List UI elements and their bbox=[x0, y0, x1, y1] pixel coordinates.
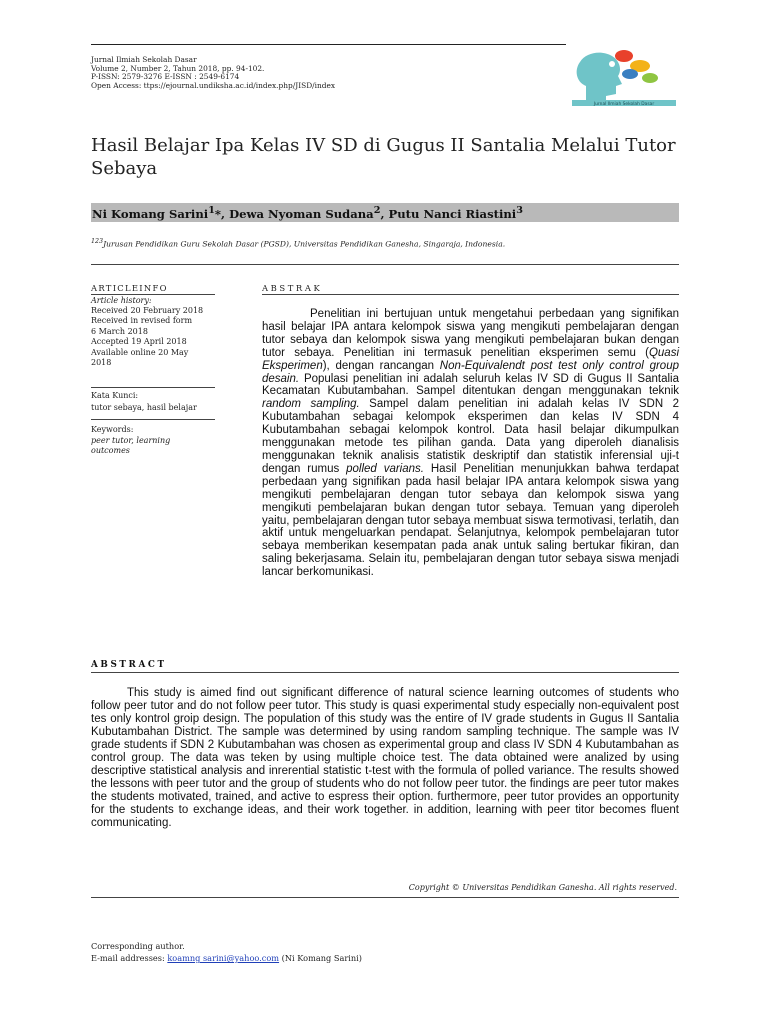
header-rule bbox=[91, 44, 570, 45]
corresponding-author: Corresponding author. bbox=[91, 941, 185, 951]
author-mark: *, bbox=[214, 206, 230, 221]
abstrak-text: Sampel dalam penelitian ini adalah kelas IV SDN 2 Kubutambahan sebagai kelompok eksperimen dan kelas IV SDN 4 Kubutambahan sebagai kelompok kontrol. Data hasil belajar dikumpulkan menggunakan metode tes pilihan ganda. Data yang diperoleh dianalisis menggunakan teknik analisis statistik deskriptif dan statistik inferensial uji-t dengan rumus bbox=[262, 398, 680, 475]
history-item: Available online 20 May bbox=[91, 347, 189, 357]
abstrak-italic: polled varians. bbox=[346, 462, 424, 475]
keywords-value: peer tutor, learning outcomes bbox=[91, 436, 171, 456]
author-name: Ni Komang Sarini bbox=[92, 206, 209, 221]
author-sup: 1 bbox=[208, 205, 215, 216]
keywords-label: Keywords: bbox=[91, 425, 134, 434]
abstrak-body bbox=[262, 308, 679, 579]
article-info-heading: ARTICLEINFO bbox=[91, 283, 168, 293]
authors bbox=[92, 205, 523, 221]
author-name: Putu Nanci Riastini bbox=[388, 206, 517, 221]
email-label: E-mail addresses: bbox=[91, 953, 168, 963]
history-item: 2018 bbox=[91, 358, 112, 368]
abstrak-italic: random sampling. bbox=[262, 398, 360, 411]
kata-kunci-value: tutor sebaya, hasil belajar bbox=[91, 403, 197, 412]
affiliation-sup: 123 bbox=[91, 238, 104, 245]
article-history-list bbox=[91, 306, 221, 368]
journal-volume: Volume 2, Number 2, Tahun 2018, pp. 94-102. bbox=[91, 63, 265, 73]
history-item: Accepted 19 April 2018 bbox=[91, 337, 187, 347]
history-item: Received 20 February 2018 bbox=[91, 306, 204, 315]
email-line bbox=[91, 953, 362, 963]
email-owner: (Ni Komang Sarini) bbox=[279, 953, 362, 963]
abstrak-text: Populasi penelitian ini adalah seluruh kelas IV SD di Gugus II Santalia Kecamatan Kubutambahan. Sampel ditentukan dengan menggunakan teknik bbox=[262, 372, 679, 398]
article-title: Hasil Belajar Ipa Kelas IV SD di Gugus II Santalia Melalui Tutor Sebaya bbox=[91, 135, 676, 179]
author-mark: , bbox=[380, 206, 389, 221]
bottom-rule bbox=[91, 897, 679, 898]
abstrak-rule bbox=[262, 294, 679, 295]
journal-name: Jurnal Ilmiah Sekolah Dasar bbox=[91, 55, 197, 64]
speech-bubble-icon bbox=[642, 73, 658, 83]
speech-bubble-icon bbox=[622, 69, 638, 79]
abstract-body: This study is aimed find out significant difference of natural science learning outcomes of students who follow peer tutor and do not follow peer tutor. This study is quasi experimental study especially non-equivalent post tes only kontrol groip design. The population of this study was the entire of IV grade students in Gugus II Santalia Kubutambahan District. The sample was determined by using random sampling technique. The sample was IV grade students if SDN 2 Kubutambahan was chosen as experimental group and class IV SDN 4 Kubutambahan as control group. The data was teken by using multiple choice test. The data obtained were analized by using descriptive statistical analysis and inrerential statistic t-test with the formula of polled variance. The results showed the lessons with peer tutor and the group of students who do not follow peer tutor. the findings are peer tutor makes the students motivated, trained, and active to espress their option. furthermore, peer tutor provides an opportunity for the students to exchange ideas, and their work together. in addition, learning with peer titor becomes fluent communicating. bbox=[91, 687, 679, 829]
info-rule bbox=[91, 419, 215, 420]
abstrak-text: ), dengan rancangan bbox=[322, 359, 440, 372]
affiliation bbox=[91, 238, 505, 249]
section-rule bbox=[91, 264, 679, 265]
journal-issn: P-ISSN: 2579-3276 E-ISSN : 2549-6174 bbox=[91, 72, 240, 82]
info-rule bbox=[91, 387, 215, 388]
abstrak-text: Penelitian ini bertujuan untuk mengetahui perbedaan yang signifikan hasil belajar IPA antara kelompok siswa yang mengikuti pembelajaran dengan tutor sebaya dan kelompok siswa yang mengikuti pembelajaran bukan dengan tutor sebaya. Penelitian ini termasuk penelitian eksperimen semu ( bbox=[262, 308, 679, 359]
journal-logo bbox=[566, 42, 680, 108]
affiliation-text: Jurusan Pendidikan Guru Sekolah Dasar (PGSD), Universitas Pendidikan Ganesha, Singaraja, Indonesia. bbox=[103, 239, 506, 249]
kata-kunci-label: Kata Kunci: bbox=[91, 391, 139, 400]
author-sup: 2 bbox=[373, 205, 381, 216]
abstrak-italic: Non-Equivalendt post test only control group desain. bbox=[262, 359, 679, 385]
abstrak-heading: ABSTRAK bbox=[262, 283, 323, 293]
history-item: Received in revised form bbox=[91, 316, 193, 326]
abstract-heading: ABSTRACT bbox=[91, 660, 167, 670]
journal-info bbox=[91, 56, 335, 90]
logo-caption: Jurnal Ilmiah Sekolah Dasar bbox=[593, 102, 655, 107]
abstract-rule bbox=[91, 672, 679, 673]
info-rule bbox=[91, 294, 215, 295]
abstrak-text: Hasil Penelitian menunjukkan bahwa terdapat perbedaan yang signifikan pada hasil belajar IPA antara kelompok siswa yang mengikuti pembelajaran dengan tutor sebaya dan kelompok siswa yang mengikuti pembelajaran bukan dengan tutor sebaya. Temuan yang diperoleh yaitu, pembelajaran dengan tutor sebaya membuat siswa termotivasi, terlatih, dan aktif untuk mengeluarkan pendapat. Selanjutnya, kelompok pembelajaran tutor sebaya memberikan kesempatan pada anak untuk saling bertukar fikiran, dan saling bekerjasama. Selain itu, pembelajaran dengan tutor sebaya siswa menjadi lancar berkomunikasi. bbox=[262, 462, 680, 579]
abstrak-italic: Quasi Eksperimen bbox=[262, 346, 679, 372]
author-name: Dewa Nyoman Sudana bbox=[229, 206, 374, 221]
speech-bubble-icon bbox=[615, 50, 633, 62]
article-history-label: Article history: bbox=[91, 296, 152, 305]
author-sup: 3 bbox=[516, 205, 523, 216]
journal-open-access: Open Access: ttps://ejournal.undiksha.ac.id/index.php/JISD/index bbox=[91, 80, 336, 90]
email-link[interactable]: koamng sarini@yahoo.com bbox=[167, 953, 280, 963]
history-item: 6 March 2018 bbox=[91, 326, 148, 336]
copyright-notice: Copyright © Universitas Pendidikan Ganesha. All rights reserved. bbox=[408, 883, 677, 892]
